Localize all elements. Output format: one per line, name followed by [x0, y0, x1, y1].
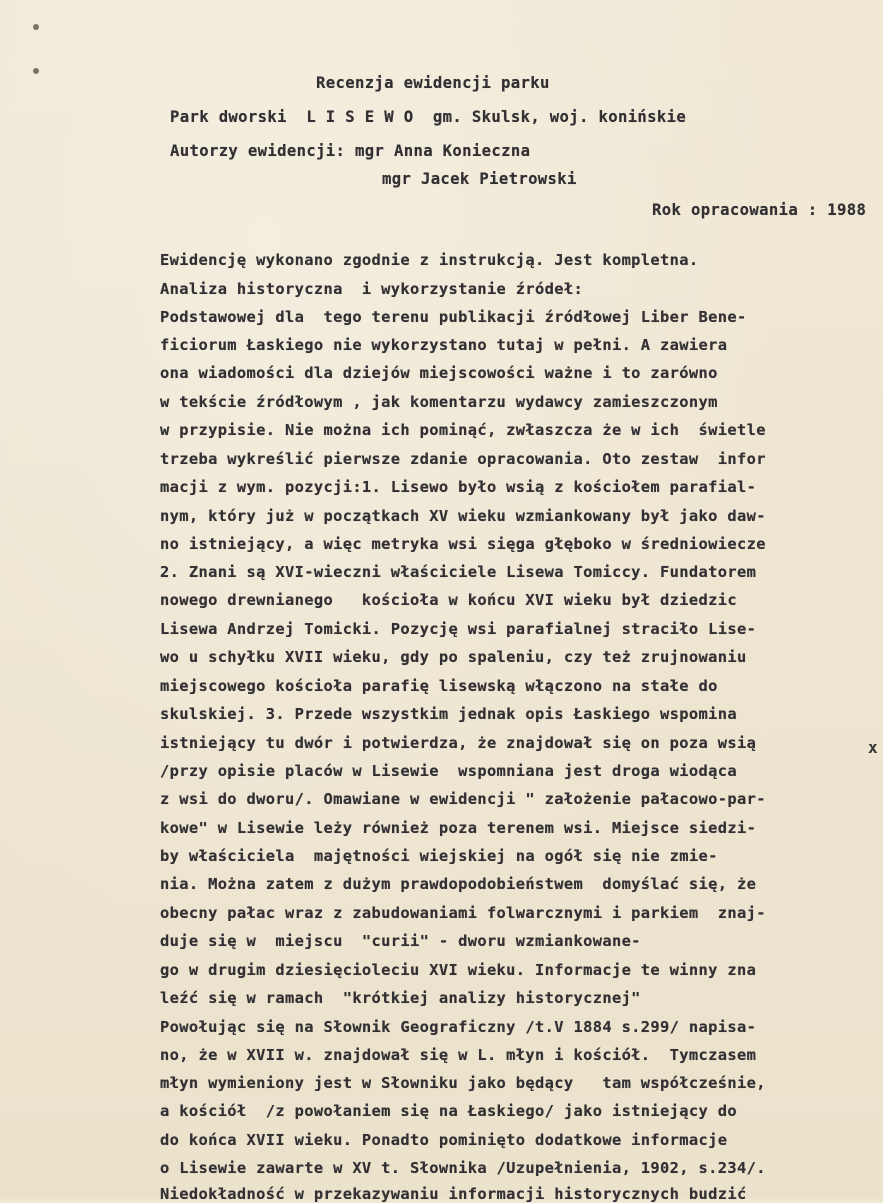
park-name-line: Park dworski L I S E W O gm. Skulsk, woj. konińskie [170, 108, 687, 126]
body-line: nowego drewnianego kościoła w końcu XVI wieku był dziedzic [160, 591, 737, 609]
body-line: obecny pałac wraz z zabudowaniami folwarcznymi i parkiem znaj- [160, 904, 766, 922]
body-line: z wsi do dworu/. Omawiane w ewidencji " założenie pałacowo-par- [160, 790, 766, 808]
body-line: duje się w miejscu "curii" - dworu wzmiankowane- [160, 932, 641, 950]
body-line: istniejący tu dwór i potwierdza, że znajdował się on poza wsią [160, 734, 757, 752]
body-line: w tekście źródłowym , jak komentarzu wydawcy zamieszczonym [160, 393, 718, 411]
body-line: miejscowego kościoła parafię lisewską włączono na stałe do [160, 677, 718, 695]
body-line: macji z wym. pozycji:1. Lisewo było wsią z kościołem parafial- [160, 478, 757, 496]
body-line: Niedokładność w przekazywaniu informacji historycznych budzić [160, 1185, 747, 1203]
body-line: go w drugim dziesięcioleciu XVI wieku. Informacje te winny zna [160, 961, 757, 979]
body-line: wo u schyłku XVII wieku, gdy po spaleniu, czy też zrujnowaniu [160, 648, 747, 666]
body-line: Podstawowej dla tego terenu publikacji źródłowej Liber Bene- [160, 308, 747, 326]
body-line: a kościół /z powołaniem się na Łaskiego/ jako istniejący do [160, 1102, 737, 1120]
body-line: w przypisie. Nie można ich pominąć, zwłaszcza że w ich świetle [160, 421, 766, 439]
year-of-preparation: Rok opracowania : 1988 [652, 201, 867, 219]
body-line: Ewidencję wykonano zgodnie z instrukcją. Jest kompletna. [160, 251, 699, 269]
body-line: ona wiadomości dla dziejów miejscowości ważne i to zarówno [160, 364, 718, 382]
body-line: młyn wymieniony jest w Słowniku jako będący tam współcześnie, [160, 1074, 766, 1092]
body-line: Analiza historyczna i wykorzystanie źródeł: [160, 280, 584, 298]
body-line: Lisewa Andrzej Tomicki. Pozycję wsi parafialnej straciło Lise- [160, 620, 757, 638]
body-line: leźć się w ramach "krótkiej analizy historycznej" [160, 989, 641, 1007]
body-line: Powołując się na Słownik Geograficzny /t.V 1884 s.299/ napisa- [160, 1018, 757, 1036]
body-line: no, że w XVII w. znajdował się w L. młyn i kościół. Tymczasem [160, 1046, 757, 1064]
body-line: nia. Można zatem z dużym prawdopodobieństwem domyślać się, że [160, 875, 757, 893]
body-line: 2. Znani są XVI-wieczni właściciele Lisewa Tomiccy. Fundatorem [160, 563, 757, 581]
margin-mark: x [868, 738, 878, 757]
body-line: do końca XVII wieku. Ponadto pominięto dodatkowe informacje [160, 1131, 728, 1149]
body-line: by właściciela majętności wiejskiej na ogół się nie zmie- [160, 847, 718, 865]
body-line: no istniejący, a więc metryka wsi sięga głęboko w średniowiecze [160, 535, 766, 553]
body-line: kowe" w Lisewie leży również poza terenem wsi. Miejsce siedzi- [160, 819, 757, 837]
punch-hole-mark [33, 68, 39, 74]
punch-hole-mark [33, 24, 39, 30]
body-line: o Lisewie zawarte w XV t. Słownika /Uzupełnienia, 1902, s.234/. [160, 1159, 766, 1177]
body-line: nym, który już w początkach XV wieku wzmiankowany był jako daw- [160, 507, 766, 525]
authors-line-second: mgr Jacek Pietrowski [382, 170, 577, 188]
body-line: /przy opisie placów w Lisewie wspomniana jest droga wiodąca [160, 762, 737, 780]
authors-line: Autorzy ewidencji: mgr Anna Konieczna [170, 142, 531, 160]
body-line: trzeba wykreślić pierwsze zdanie opracowania. Oto zestaw infor [160, 450, 766, 468]
body-line: ficiorum Łaskiego nie wykorzystano tutaj w pełni. A zawiera [160, 336, 728, 354]
document-title: Recenzja ewidencji parku [316, 74, 550, 92]
body-line: skulskiej. 3. Przede wszystkim jednak opis Łaskiego wspomina [160, 705, 737, 723]
